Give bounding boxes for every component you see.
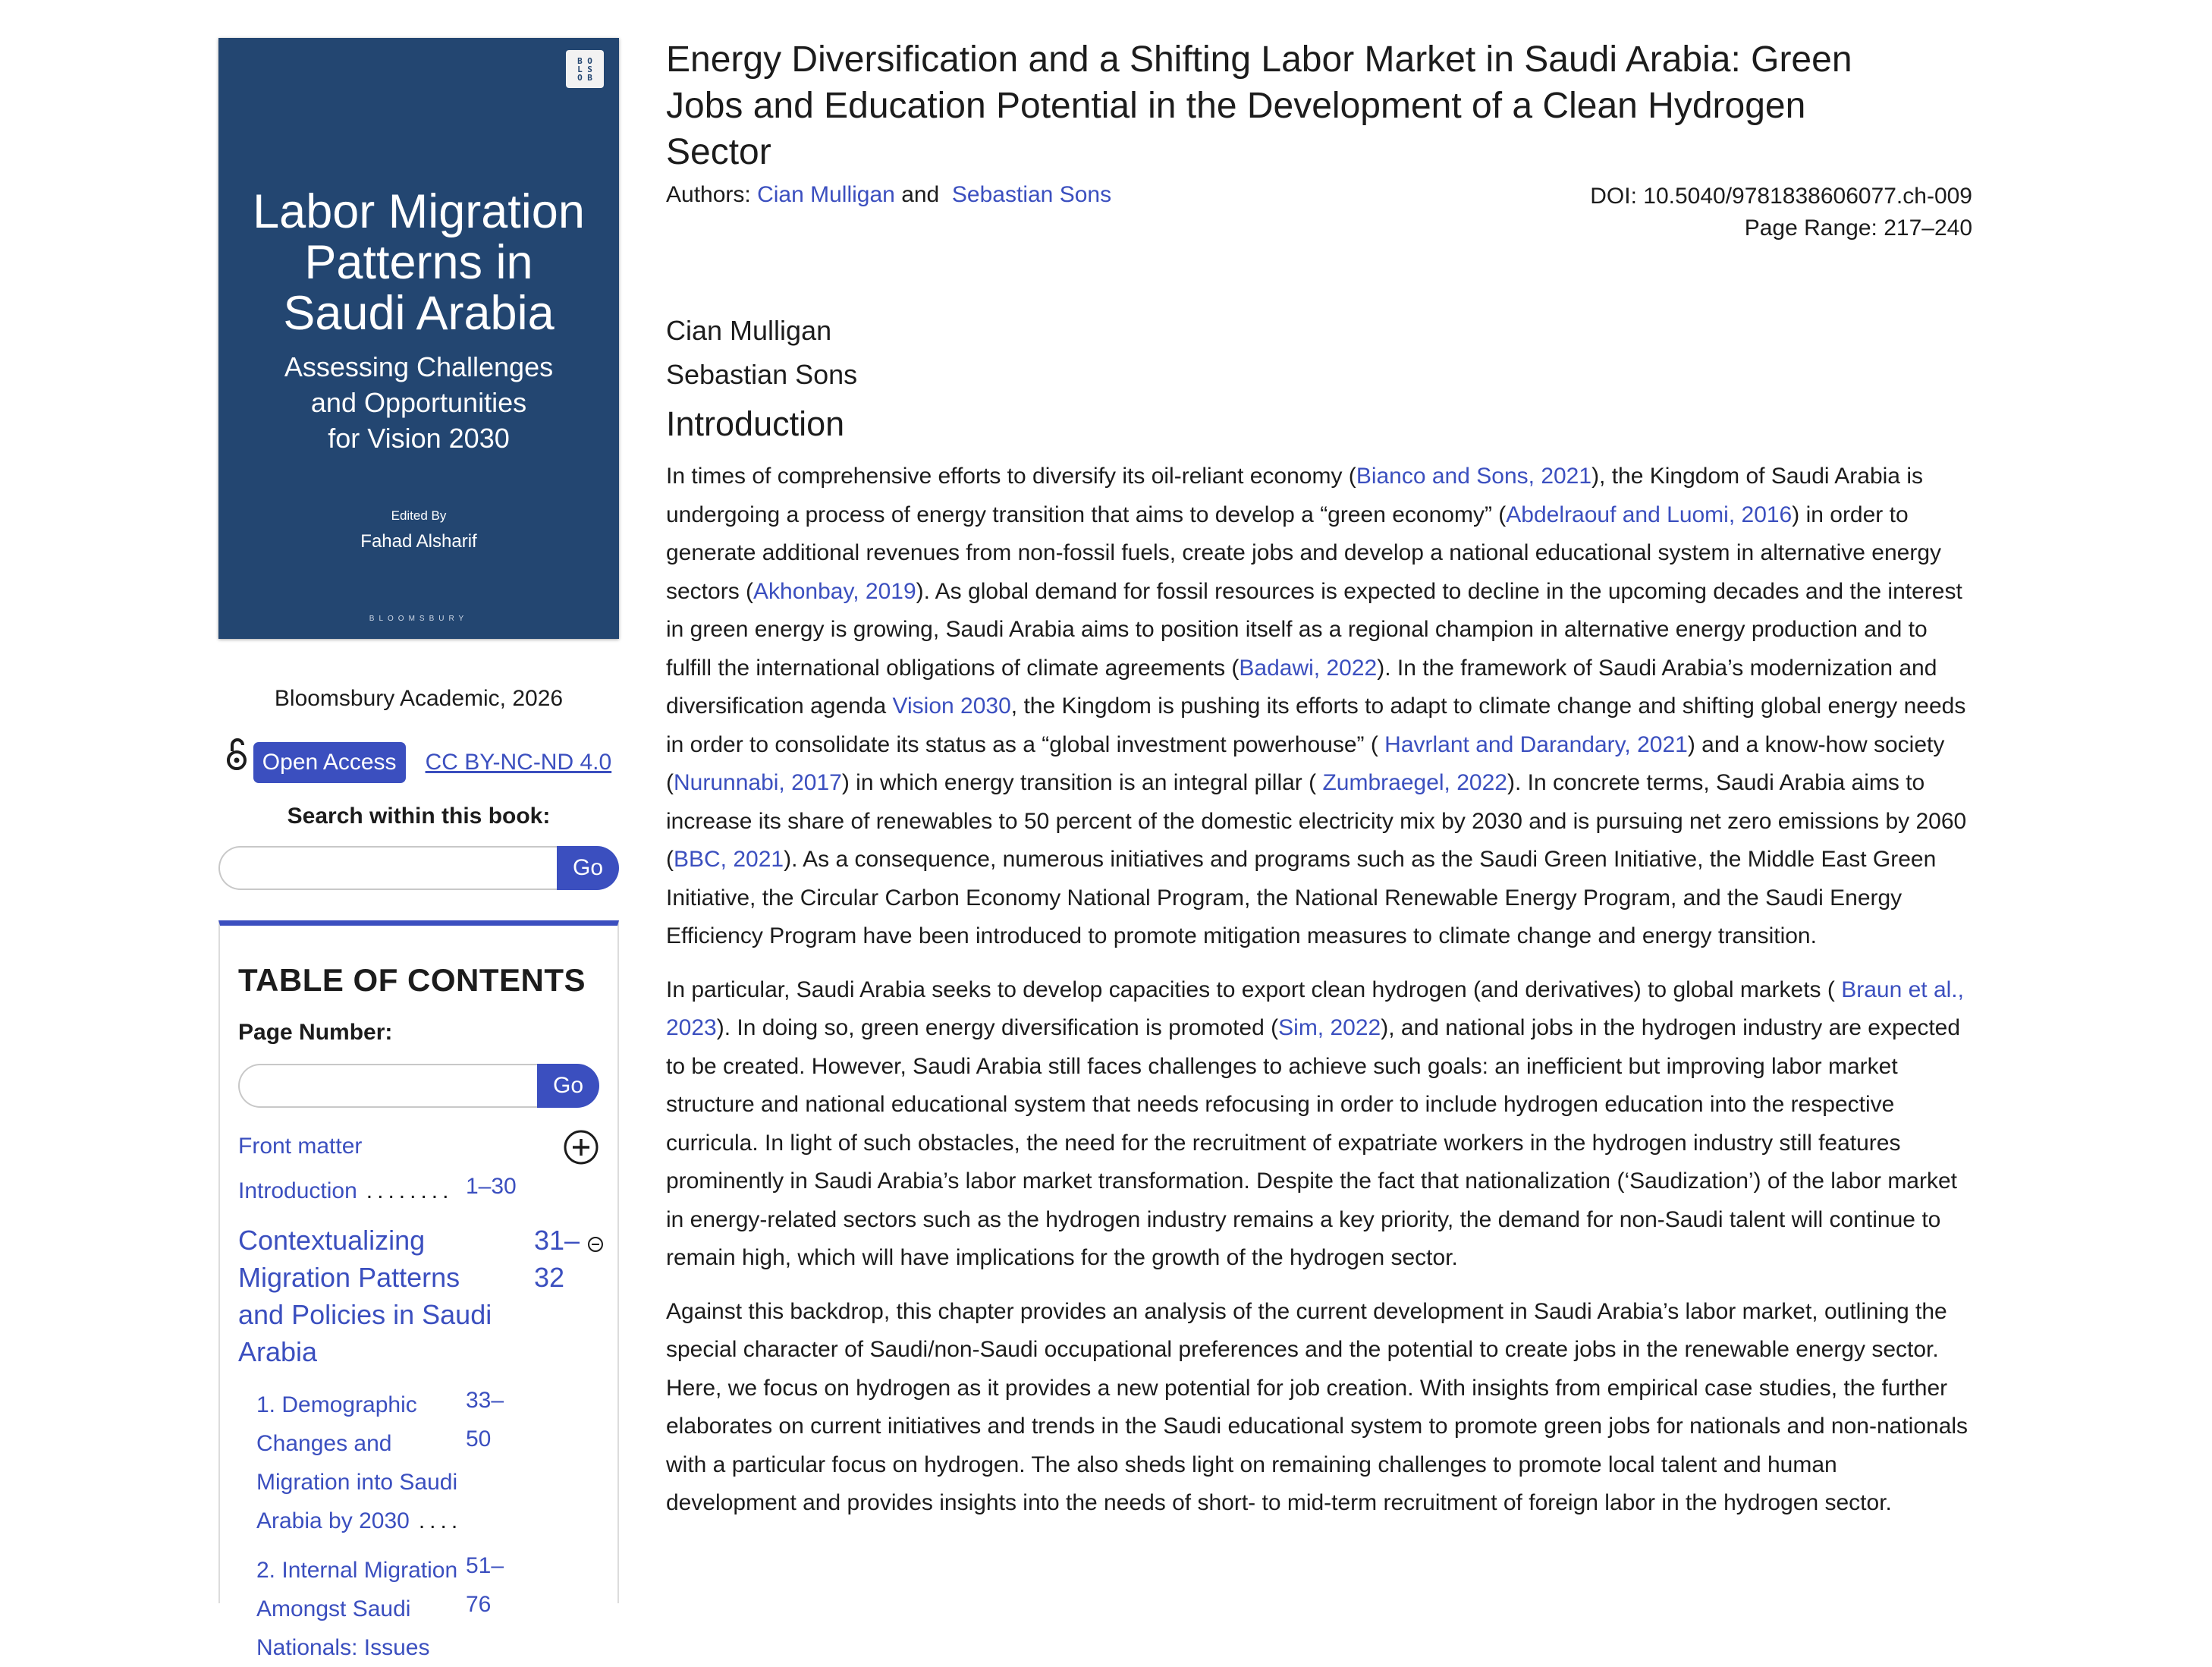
open-access-lock-icon: [226, 738, 247, 787]
toc-item-label[interactable]: 1. Demographic Changes and Migration into Saudi Arabia by 2030: [256, 1392, 458, 1533]
open-access-badge[interactable]: Open Access: [253, 742, 406, 783]
citation-link[interactable]: Vision 2030: [892, 694, 1011, 719]
byline-author: Sebastian Sons: [666, 359, 858, 390]
paragraph-text: ). In doing so, green energy diversification is promoted (: [716, 1015, 1279, 1040]
citation-link[interactable]: Bianco and Sons, 2021: [1356, 464, 1592, 489]
book-search-form: [218, 846, 619, 890]
toc-leader-dots: ........: [366, 1178, 454, 1203]
body-paragraph: [666, 971, 1972, 1278]
book-search-input[interactable]: [218, 846, 557, 890]
toc-item-label[interactable]: Contextualizing Migration Patterns and Policies in Saudi Arabia: [238, 1225, 492, 1367]
open-access-row: [218, 738, 619, 787]
toc-item-chapter-2[interactable]: [238, 1551, 504, 1667]
chapter-content: [666, 36, 1972, 1523]
page-number-go-button[interactable]: Go: [537, 1064, 599, 1108]
doi[interactable]: DOI: 10.5040/9781838606077.ch-009: [1590, 184, 1972, 209]
page-range: Page Range: 217–240: [1744, 215, 1972, 241]
citation-link[interactable]: Abdelraouf and Luomi, 2016: [1506, 502, 1793, 527]
paragraph-text: ). In the framework of Saudi Arabia’s modernization and diversification agenda: [666, 655, 1937, 719]
cover-subtitle: Assessing Challenges and Opportunities for Vision 2030: [284, 351, 554, 454]
citation-link[interactable]: Havrlant and Darandary, 2021: [1384, 731, 1688, 757]
paragraph-text: ) in which energy transition is an integral pillar (: [841, 770, 1323, 795]
page-number-form: [238, 1064, 599, 1108]
toc-item-introduction[interactable]: [238, 1168, 599, 1214]
page-number-label: Page Number:: [238, 1020, 393, 1045]
paragraph-text: ). As global demand for fossil resources is expected to decline in the upcoming decades and the interest in green energy is growing, Saudi Arabia aims to position itself as a regional champion in alternative energy production and to fulfill the international obligations of climate agreements (: [666, 578, 1962, 681]
authors-label: Authors:: [666, 182, 751, 207]
paragraph-text: ), the Kingdom of Saudi Arabia is undergoing a process of energy transition that aims to develop a “green economy” (: [666, 464, 1923, 527]
citation-link[interactable]: Badawi, 2022: [1239, 655, 1378, 681]
citation-link[interactable]: BBC, 2021: [674, 847, 784, 872]
toc-item-pages[interactable]: 1–30: [466, 1174, 517, 1199]
page-number-input[interactable]: [238, 1064, 537, 1108]
paragraph-text: ). In concrete terms, Saudi Arabia aims to increase its share of renewables to 50 percent of the domestic electricity mix by 2030 and is pursuing net zero emissions by 2060 (: [666, 770, 1967, 872]
license-link[interactable]: CC BY-NC-ND 4.0: [425, 749, 612, 775]
book-cover-image[interactable]: [218, 38, 619, 639]
toc-item-label[interactable]: Front matter: [238, 1134, 363, 1159]
paragraph-text: ) in order to generate additional revenues from non-fossil fuels, create jobs and develop a national educational system in alternative energy sectors (: [666, 502, 1942, 604]
table-of-contents: [218, 920, 619, 1660]
paragraph-text: In times of comprehensive efforts to diversify its oil-reliant economy (: [666, 464, 1356, 489]
toc-item-front-matter[interactable]: [238, 1124, 599, 1168]
toc-item-pages[interactable]: 31–32: [534, 1225, 580, 1293]
citation-link[interactable]: Zumbraegel, 2022: [1322, 770, 1507, 795]
cover-edited-by: Edited By: [391, 508, 447, 523]
paragraph-text: , the Kingdom is pushing its efforts to adapt to climate change and shifting global energy needs in order to consolidate its status as a “global investment powerhouse” (: [666, 694, 1966, 757]
chapter-title: Energy Diversification and a Shifting Labor Market in Saudi Arabia: Green Jobs and Education Potential in the Development of a Clean Hydrogen Sector: [666, 39, 1852, 172]
publisher-year: Bloomsbury Academic, 2026: [274, 686, 564, 711]
toc-item-pages[interactable]: 33–50: [466, 1388, 504, 1452]
book-search-go-button[interactable]: Go: [557, 846, 619, 890]
toc-item-label[interactable]: Introduction: [238, 1178, 357, 1203]
author-link[interactable]: Sebastian Sons: [951, 182, 1112, 207]
toc-item-label[interactable]: 2. Internal Migration Amongst Saudi Nationals: Issues: [256, 1558, 458, 1660]
authors-and: and: [901, 182, 940, 207]
toc-title: TABLE OF CONTENTS: [238, 962, 586, 998]
citation-link[interactable]: Nurunnabi, 2017: [674, 770, 842, 795]
body-paragraph: [666, 1293, 1972, 1523]
citation-link[interactable]: Sim, 2022: [1278, 1015, 1381, 1040]
cover-editor: Fahad Alsharif: [360, 531, 477, 552]
chapter-meta: [666, 180, 1972, 309]
book-sidebar: [218, 38, 619, 1660]
citation-link[interactable]: Braun et al., 2023: [666, 977, 1964, 1040]
cover-title: Labor Migration Patterns in Saudi Arabia: [253, 185, 585, 340]
byline-author: Cian Mulligan: [666, 315, 832, 346]
toc-item-part[interactable]: [238, 1222, 580, 1370]
paragraph-text: ), and national jobs in the hydrogen industry are expected to be created. However, Saudi Arabia still faces challenges to achieve such goals: an inefficient but improving labor market structure and national educational system that needs refocusing in order to include hydrogen education into the respective curricula. In light of such obstacles, the need for the recruitment of expatriate workers in the hydrogen industry still features prominently in Saudi Arabia’s labor market transformation. Despite the fact that nationalization (‘Saudization’) of the labor market in energy-related sectors such as the hydrogen industry remains a key priority, the demand for non-Saudi talent will continue to remain high, which will have implications for the growth of the hydrogen sector.: [666, 1015, 1961, 1270]
paragraph-text: In particular, Saudi Arabia seeks to develop capacities to export clean hydrogen (and derivatives) to global markets (: [666, 977, 1842, 1002]
paragraph-text: ). As a consequence, numerous initiatives and programs such as the Saudi Green Initiative, the Middle East Green Initiative, the Circular Carbon Economy National Program, the National Renewable Energy Program, and the Saudi Energy Efficiency Program have been introduced to promote mitigation measures to climate change and energy transition.: [666, 847, 1937, 948]
paragraph-text: Against this backdrop, this chapter provides an analysis of the current development in Saudi Arabia’s labor market, outlining the special character of Saudi/non-Saudi occupational preferences and the potential to create jobs in the renewable energy sector. Here, we focus on hydrogen as it provides a new potential for job creation. With insights from empirical case studies, the further elaborates on current initiatives and trends in the Saudi educational system to promote green jobs for nationals and non-nationals with a particular focus on hydrogen. The also sheds light on remaining challenges to promote local talent and human development and provides insights into the needs of short- to mid-term recruitment of foreign labor in the hydrogen sector.: [666, 1298, 1968, 1515]
section-heading: Introduction: [666, 404, 845, 443]
citation-link[interactable]: Akhonbay, 2019: [753, 578, 916, 604]
toc-item-chapter-1[interactable]: [238, 1385, 504, 1540]
cover-publisher-mark: BLOOMSBURY: [369, 615, 469, 623]
toc-leader-dots: ....: [418, 1508, 463, 1533]
search-book-label: Search within this book:: [287, 804, 551, 829]
author-link[interactable]: Cian Mulligan: [757, 182, 895, 207]
body-paragraph: [666, 458, 1972, 956]
paragraph-text: ) and a know-how society (: [666, 731, 1945, 795]
publisher-logo: B O L S O B: [566, 50, 604, 88]
toc-item-pages[interactable]: 51–76: [466, 1553, 504, 1617]
